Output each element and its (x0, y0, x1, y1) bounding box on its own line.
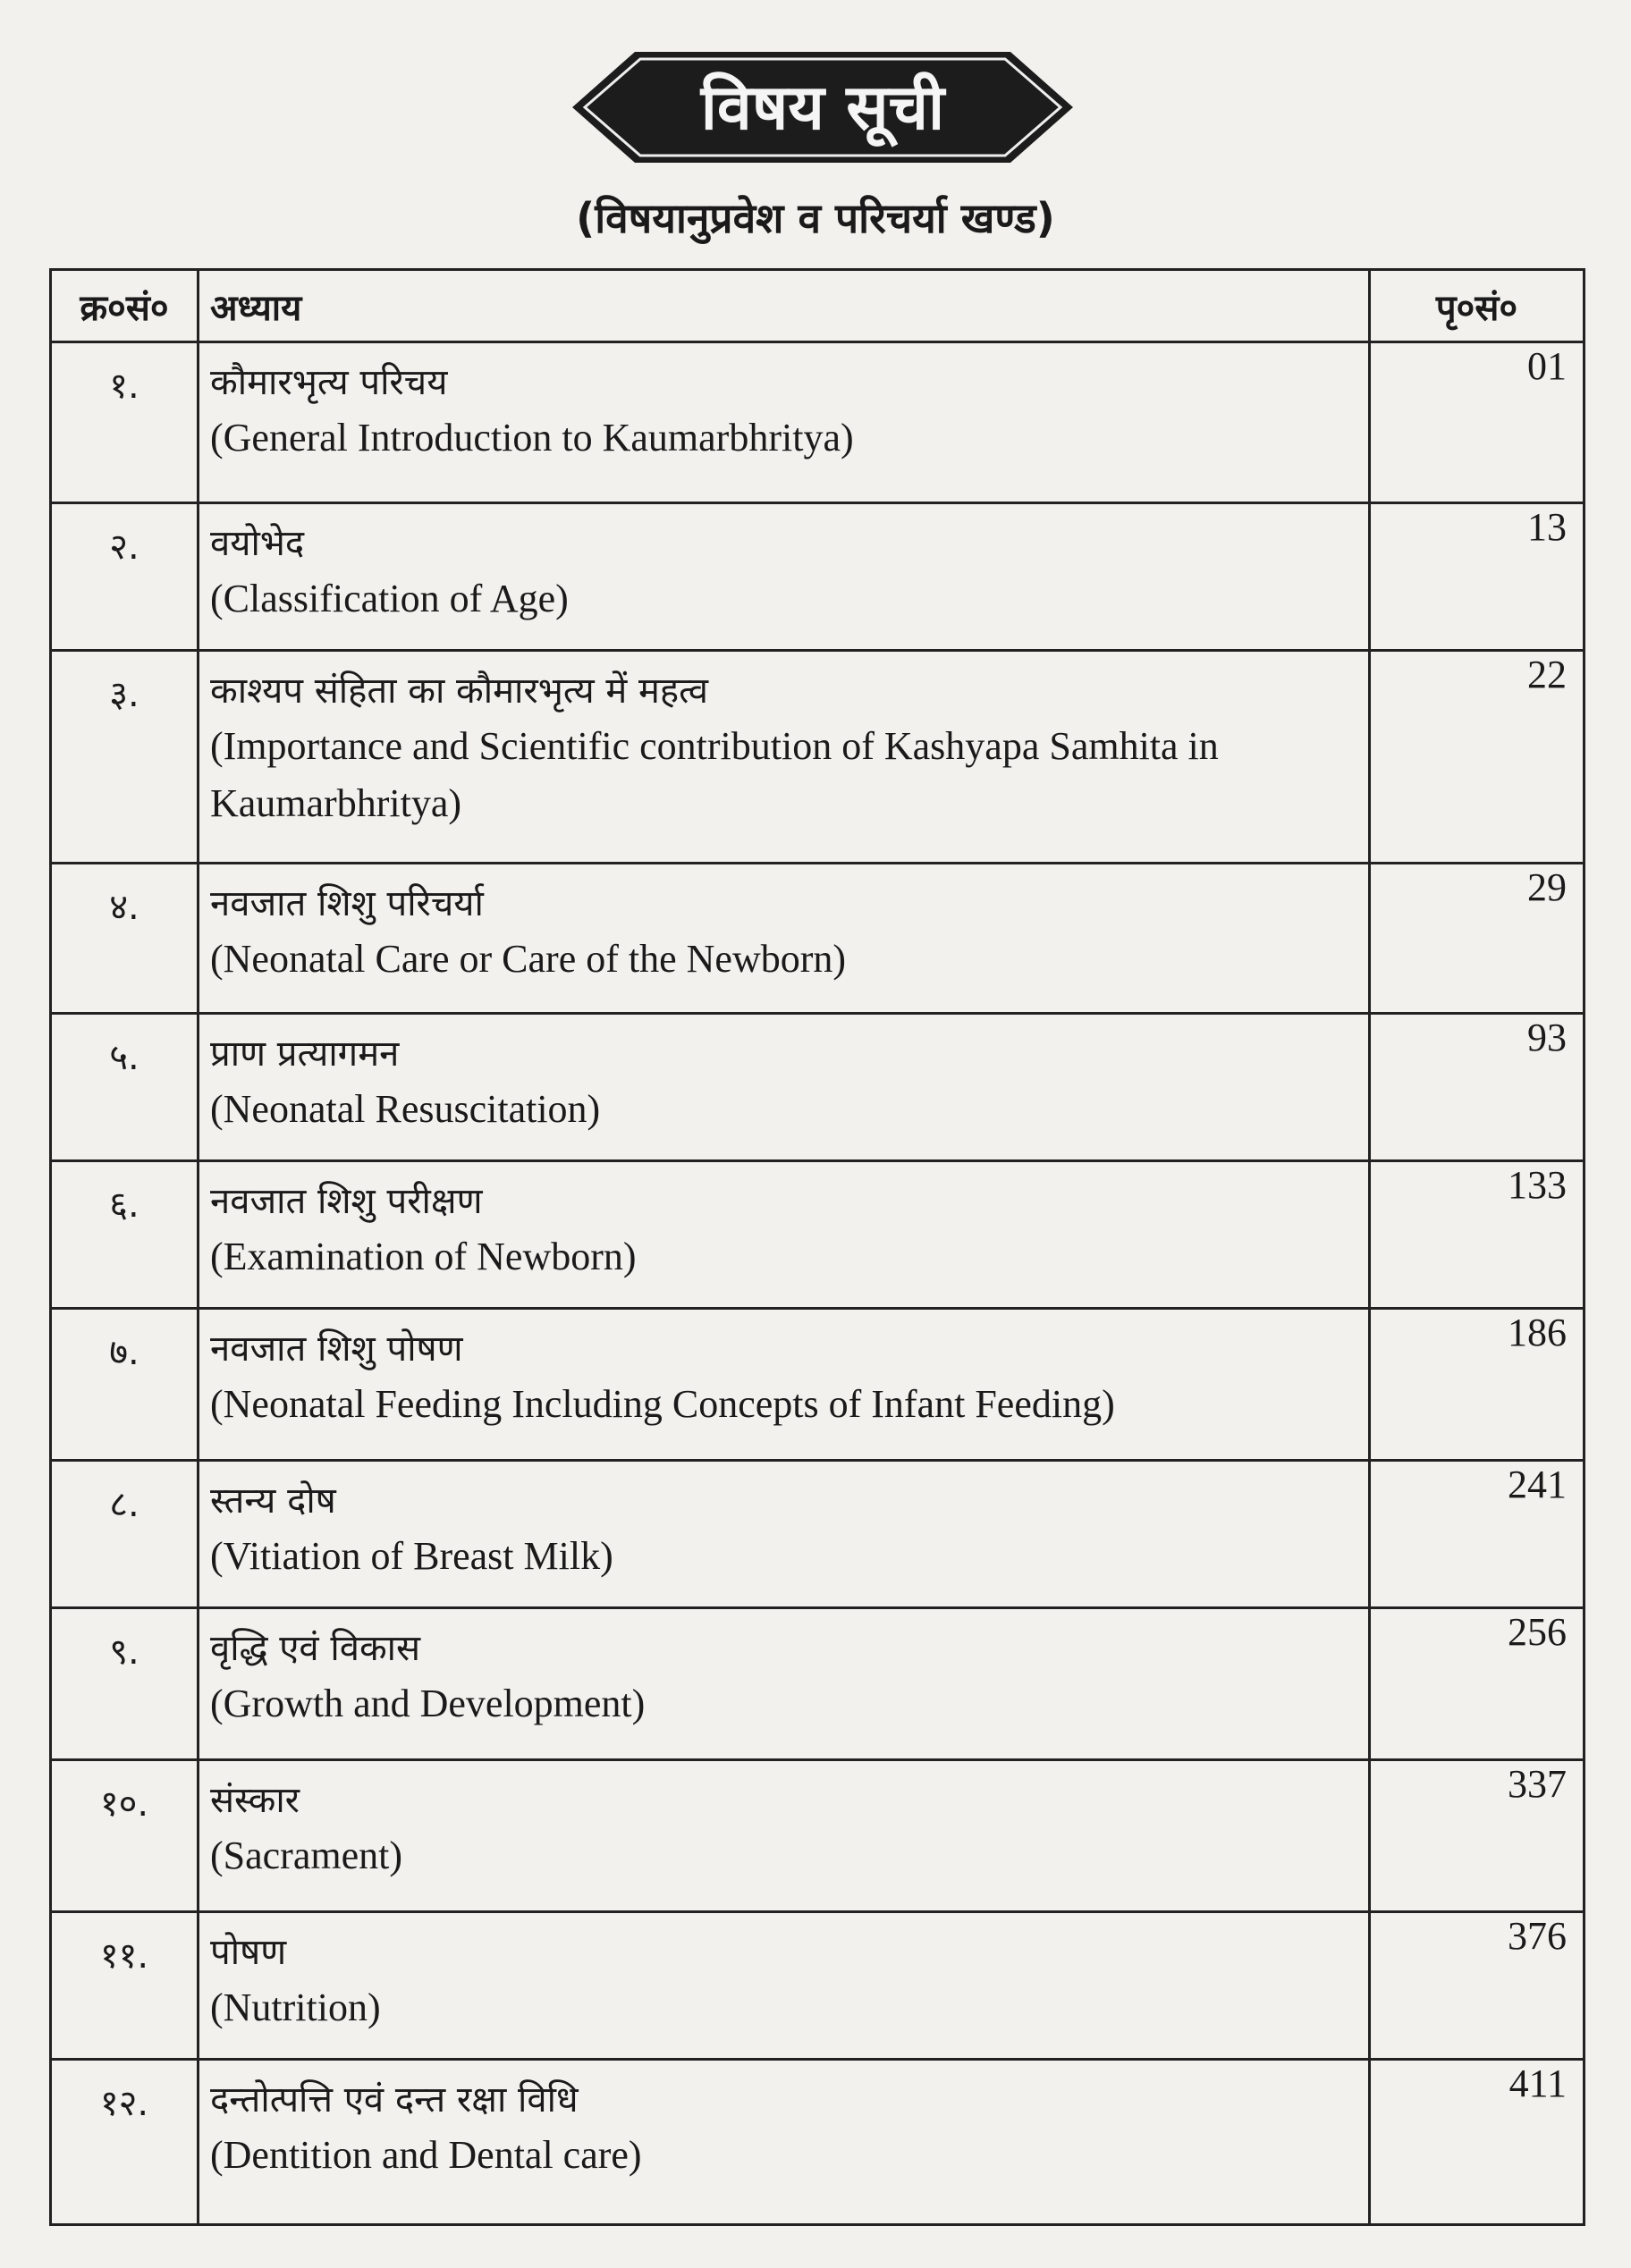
table-row (51, 503, 1585, 651)
chapter-title-cell (199, 1309, 1370, 1461)
chapter-title-english: (Examination of Newborn) (210, 1235, 637, 1278)
chapter-title-cell (199, 2060, 1370, 2225)
chapter-title-english: (Classification of Age) (210, 577, 569, 620)
page-title: विषय सूची (700, 71, 945, 144)
table-row (51, 1608, 1585, 1760)
table-row (51, 651, 1585, 864)
contents-table (49, 268, 1585, 2226)
chapter-title-hindi: कौमारभृत्य परिचय (210, 362, 448, 403)
chapter-title-cell (199, 1608, 1370, 1760)
table-row (51, 1461, 1585, 1608)
chapter-number: ४. (51, 864, 199, 1014)
chapter-title-cell (199, 1912, 1370, 2060)
chapter-title-english: (Neonatal Care or Care of the Newborn) (210, 937, 847, 981)
contents-body (51, 342, 1585, 2225)
chapter-title-english: (Nutrition) (210, 1986, 381, 2029)
table-row (51, 1309, 1585, 1461)
table-header-row (51, 270, 1585, 342)
chapter-title-hindi: स्तन्य दोष (210, 1480, 336, 1522)
page-number: 01 (1370, 342, 1585, 503)
section-subtitle: (विषयानुप्रवेश व परिचर्या खण्ड) (576, 194, 1055, 242)
chapter-title-english: (Sacrament) (210, 1834, 402, 1877)
chapter-title-hindi: पोषण (210, 1932, 287, 1973)
page-number: 256 (1370, 1608, 1585, 1760)
chapter-number: ९. (51, 1608, 199, 1760)
page-number: 22 (1370, 651, 1585, 864)
chapter-title-hindi: प्राण प्रत्यागमन (210, 1033, 400, 1075)
table-row (51, 1014, 1585, 1161)
chapter-number: १. (51, 342, 199, 503)
table-row (51, 864, 1585, 1014)
chapter-title-hindi: संस्कार (210, 1780, 300, 1821)
chapter-number: ५. (51, 1014, 199, 1161)
page-number: 376 (1370, 1912, 1585, 2060)
chapter-title-english: (Importance and Scientific contribution of Kashyapa Samhita in Kaumarbhritya) (210, 724, 1219, 825)
title-banner (572, 45, 1073, 170)
chapter-title-hindi: काश्यप संहिता का कौमारभृत्य में महत्व (210, 670, 709, 712)
table-row (51, 2060, 1585, 2225)
table-row (51, 1912, 1585, 2060)
chapter-title-cell (199, 1161, 1370, 1309)
page-number: 411 (1370, 2060, 1585, 2225)
chapter-title-english: (Dentition and Dental care) (210, 2133, 642, 2177)
chapter-title-cell (199, 864, 1370, 1014)
serial-column-header: क्र०सं० (51, 270, 199, 342)
page-number: 337 (1370, 1760, 1585, 1912)
chapter-column-header: अध्याय (199, 270, 1370, 342)
page-number: 29 (1370, 864, 1585, 1014)
chapter-title-hindi: नवजात शिशु परिचर्या (210, 883, 484, 924)
chapter-title-cell (199, 1760, 1370, 1912)
chapter-title-hindi: नवजात शिशु परीक्षण (210, 1181, 483, 1222)
chapter-title-hindi: दन्तोत्पत्ति एवं दन्त रक्षा विधि (210, 2079, 579, 2120)
chapter-number: ११. (51, 1912, 199, 2060)
chapter-title-cell (199, 1461, 1370, 1608)
page-number: 186 (1370, 1309, 1585, 1461)
chapter-number: ७. (51, 1309, 199, 1461)
chapter-number: १२. (51, 2060, 199, 2225)
chapter-title-cell (199, 342, 1370, 503)
chapter-title-english: (Neonatal Resuscitation) (210, 1087, 601, 1131)
chapter-number: ८. (51, 1461, 199, 1608)
page-number: 93 (1370, 1014, 1585, 1161)
chapter-number: २. (51, 503, 199, 651)
chapter-title-english: (Growth and Development) (210, 1682, 646, 1725)
chapter-title-english: (Neonatal Feeding Including Concepts of Infant Feeding) (210, 1382, 1115, 1426)
chapter-title-hindi: नवजात शिशु पोषण (210, 1328, 463, 1370)
page-number: 13 (1370, 503, 1585, 651)
table-row (51, 342, 1585, 503)
chapter-number: ३. (51, 651, 199, 864)
page-column-header: पृ०सं० (1370, 270, 1585, 342)
chapter-number: ६. (51, 1161, 199, 1309)
chapter-number: १०. (51, 1760, 199, 1912)
chapter-title-cell (199, 503, 1370, 651)
table-row (51, 1760, 1585, 1912)
chapter-title-hindi: वयोभेद (210, 523, 305, 564)
table-row (51, 1161, 1585, 1309)
chapter-title-cell (199, 651, 1370, 864)
chapter-title-english: (General Introduction to Kaumarbhritya) (210, 416, 854, 460)
page-number: 241 (1370, 1461, 1585, 1608)
page-number: 133 (1370, 1161, 1585, 1309)
chapter-title-english: (Vitiation of Breast Milk) (210, 1534, 613, 1578)
chapter-title-hindi: वृद्धि एवं विकास (210, 1628, 421, 1669)
chapter-title-cell (199, 1014, 1370, 1161)
